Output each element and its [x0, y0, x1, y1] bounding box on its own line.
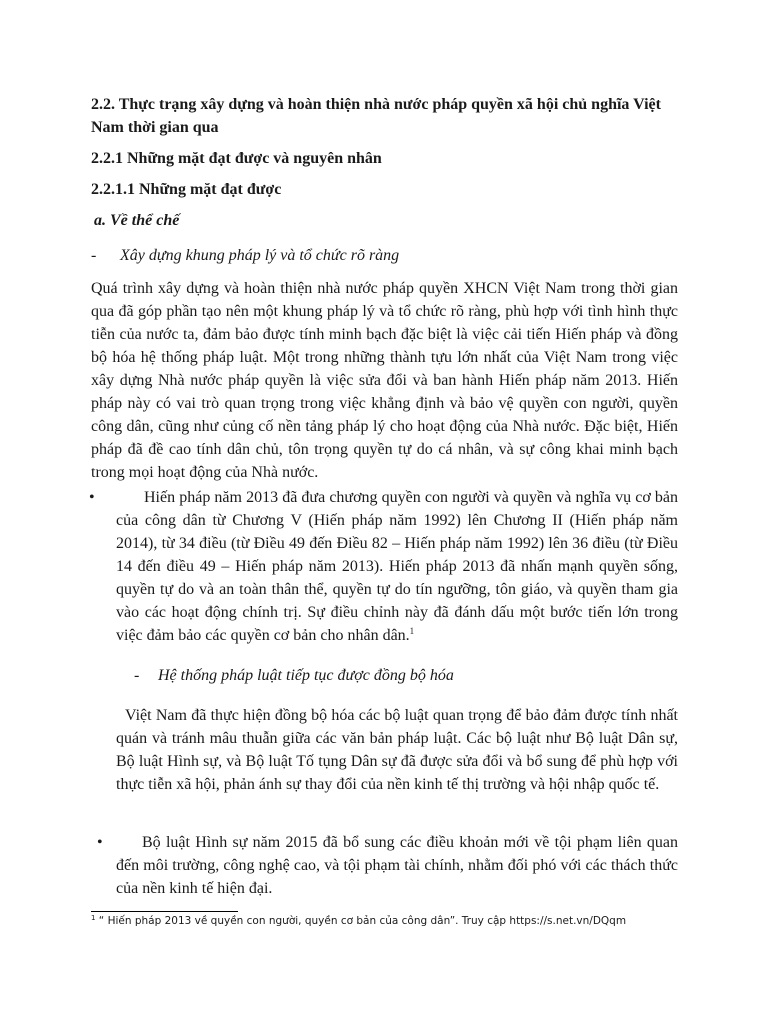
- heading-subsub: 2.2.1.1 Những mặt đạt được: [91, 181, 282, 198]
- heading-a: a. Về thể chế: [94, 212, 180, 229]
- footnote: [91, 914, 626, 928]
- item1-dash: -: [91, 247, 97, 264]
- item1-bullet-icon: •: [89, 489, 95, 506]
- footnote-separator: [91, 911, 238, 912]
- item2-bullet-icon: •: [97, 834, 103, 851]
- heading-sub: 2.2.1 Những mặt đạt được và nguyên nhân: [91, 150, 382, 167]
- item2-paragraph: Việt Nam đã thực hiện đồng bộ hóa các bộ luật quan trọng để bảo đảm được tính nhất quán và tránh mâu thuẫn giữa các văn bản pháp luật. Các bộ luật như Bộ luật Dân sự, Bộ luật Hình sự, và Bộ luật Tố tụng Dân sự đã được sửa đổi và bổ sung để phù hợp với thực tiễn xã hội, phản ánh sự thay đổi của nền kinh tế thị trường và hội nhập quốc tế.: [116, 707, 678, 793]
- item1-bullet-text: [116, 486, 678, 647]
- item2-title: Hệ thống pháp luật tiếp tục được đồng bộ hóa: [158, 667, 454, 684]
- item2-dash: -: [134, 667, 140, 684]
- heading-main: 2.2. Thực trạng xây dựng và hoàn thiện nhà nước pháp quyền xã hội chủ nghĩa Việt Nam thời gian qua: [91, 96, 661, 136]
- footnote-ref[interactable]: 1: [409, 626, 415, 636]
- item1-title: Xây dựng khung pháp lý và tổ chức rõ ràng: [120, 247, 400, 264]
- item1-bullet-body: Hiến pháp năm 2013 đã đưa chương quyền con người và quyền và nghĩa vụ cơ bản của công dân từ Chương V (Hiến pháp năm 1992) lên Chương II (Hiến pháp năm 2014), từ 34 điều (từ Điều 49 đến Điều 82 – Hiến pháp năm 1992) lên 36 điều (từ Điều 14 đến điều 49 – Hiến pháp năm 2013). Hiến pháp 2013 đã nhấn mạnh quyền sống, quyền tự do và an toàn thân thể, quyền tự do tín ngưỡng, tôn giáo, và quyền tham gia vào các hoạt động chính trị. Sự điều chỉnh này đã đánh dấu một bước tiến lớn trong việc đảm bảo các quyền cơ bản cho nhân dân.: [116, 489, 678, 644]
- footnote-text[interactable]: “ Hiến pháp 2013 về quyền con người, quyền cơ bản của công dân”. Truy cập https://s.net.vn/DQqm: [95, 915, 627, 927]
- item2-bullet-text: Bộ luật Hình sự năm 2015 đã bổ sung các điều khoản mới về tội phạm liên quan đến môi trường, công nghệ cao, và tội phạm tài chính, nhằm đối phó với các thách thức của nền kinh tế hiện đại.: [116, 834, 678, 897]
- footnote-number: 1: [91, 914, 96, 922]
- item1-paragraph: Quá trình xây dựng và hoàn thiện nhà nước pháp quyền XHCN Việt Nam trong thời gian qua đã góp phần tạo nên một khung pháp lý và tổ chức rõ ràng, phù hợp với tình hình thực tiễn của nước ta, đảm bảo được tính minh bạch đặc biệt là việc cải tiến Hiến pháp và đồng bộ hóa hệ thống pháp luật. Một trong những thành tựu lớn nhất của Việt Nam trong việc xây dựng Nhà nước pháp quyền là việc sửa đổi và ban hành Hiến pháp năm 2013. Hiến pháp này có vai trò quan trọng trong việc khẳng định và bảo vệ quyền con người, quyền công dân, cũng như củng cố nền tảng pháp lý cho hoạt động của Nhà nước. Đặc biệt, Hiến pháp đã đề cao tính dân chủ, tôn trọng quyền tự do cá nhân, và sự công khai minh bạch trong mọi hoạt động của Nhà nước.: [91, 280, 678, 481]
